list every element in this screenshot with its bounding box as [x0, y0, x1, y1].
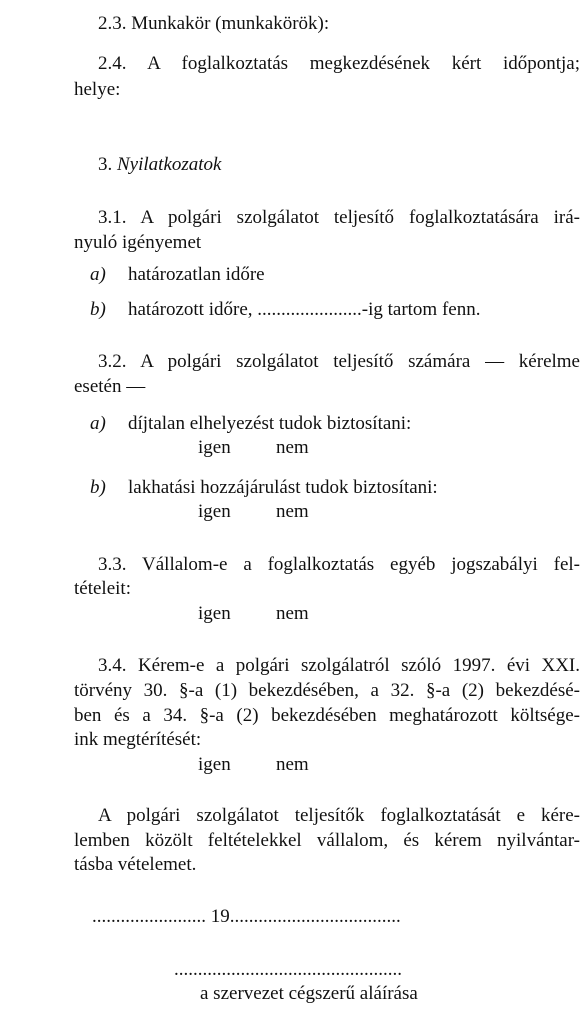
yes-option: igen — [198, 754, 231, 775]
section-3-2-line-2: esetén — — [74, 376, 146, 397]
yes-option: igen — [198, 501, 231, 522]
section-3-1-line-1: 3.1. A polgári szolgálatot teljesítő foglalkoztatására irá- — [98, 207, 580, 228]
section-3-number: 3. — [98, 154, 113, 175]
date-line: ........................ 19.................................... — [92, 906, 401, 927]
signature-dotted-line: ................................................ — [174, 959, 402, 980]
yes-option: igen — [198, 437, 231, 458]
option-b-text: lakhatási hozzájárulást tudok biztosítani: — [128, 477, 438, 498]
section-3-3-line-2: tételeit: — [74, 578, 131, 599]
option-a-text: határozatlan időre — [128, 264, 265, 285]
section-2-4-start-date-line: 2.4. A foglalkoztatás megkezdésének kért időpontja; — [98, 53, 580, 74]
section-3-1-line-2: nyuló igényemet — [74, 232, 202, 253]
section-3-2-line-1: 3.2. A polgári szolgálatot teljesítő számára — kérelme — [98, 351, 580, 372]
closing-line-1: A polgári szolgálatot teljesítők foglalkoztatását e kére- — [98, 805, 580, 826]
no-option: nem — [276, 501, 309, 522]
option-a-label: a) — [90, 413, 106, 434]
section-2-3-job-title-field: 2.3. Munkakör (munkakörök): — [98, 13, 330, 34]
signature-caption: a szervezet cégszerű aláírása — [200, 983, 418, 1004]
section-3-2-option-a — [90, 411, 411, 437]
section-3-3-line-1: 3.3. Vállalom-e a foglalkoztatás egyéb jogszabályi fel- — [98, 554, 580, 575]
section-3-4-line-2: törvény 30. §-a (1) bekezdésében, a 32. §-a (2) bekezdésé- — [74, 680, 580, 701]
section-3-title: Nyilatkozatok — [117, 154, 222, 175]
closing-line-3: tásba vételemet. — [74, 854, 197, 875]
section-3-4-line-1: 3.4. Kérem-e a polgári szolgálatról szóló 1997. évi XXI. — [98, 655, 580, 676]
option-b-label: b) — [90, 477, 106, 498]
section-3-4-line-3: ben és a 34. §-a (2) bekezdésében meghatározott költsége- — [74, 705, 580, 726]
section-3-2-b-yes-no — [198, 499, 309, 525]
section-3-4-line-4: ink megtérítését: — [74, 729, 202, 750]
yes-option: igen — [198, 603, 231, 624]
no-option: nem — [276, 603, 309, 624]
no-option: nem — [276, 437, 309, 458]
option-b-label: b) — [90, 299, 106, 320]
section-3-1-option-a — [90, 262, 265, 288]
section-2-4-place-line: helye: — [74, 79, 121, 100]
section-3-4-yes-no — [198, 752, 309, 778]
option-a-label: a) — [90, 264, 106, 285]
section-3-2-a-yes-no — [198, 435, 309, 461]
section-3-1-option-b — [90, 297, 480, 323]
option-b-text: határozott időre, ......................-ig tartom fenn. — [128, 299, 481, 320]
section-3-heading — [98, 152, 221, 178]
no-option: nem — [276, 754, 309, 775]
closing-line-2: lemben közölt feltételekkel vállalom, és kérem nyilvántar- — [74, 830, 580, 851]
section-3-3-yes-no — [198, 601, 309, 627]
section-3-2-option-b — [90, 475, 438, 501]
option-a-text: díjtalan elhelyezést tudok biztosítani: — [128, 413, 412, 434]
